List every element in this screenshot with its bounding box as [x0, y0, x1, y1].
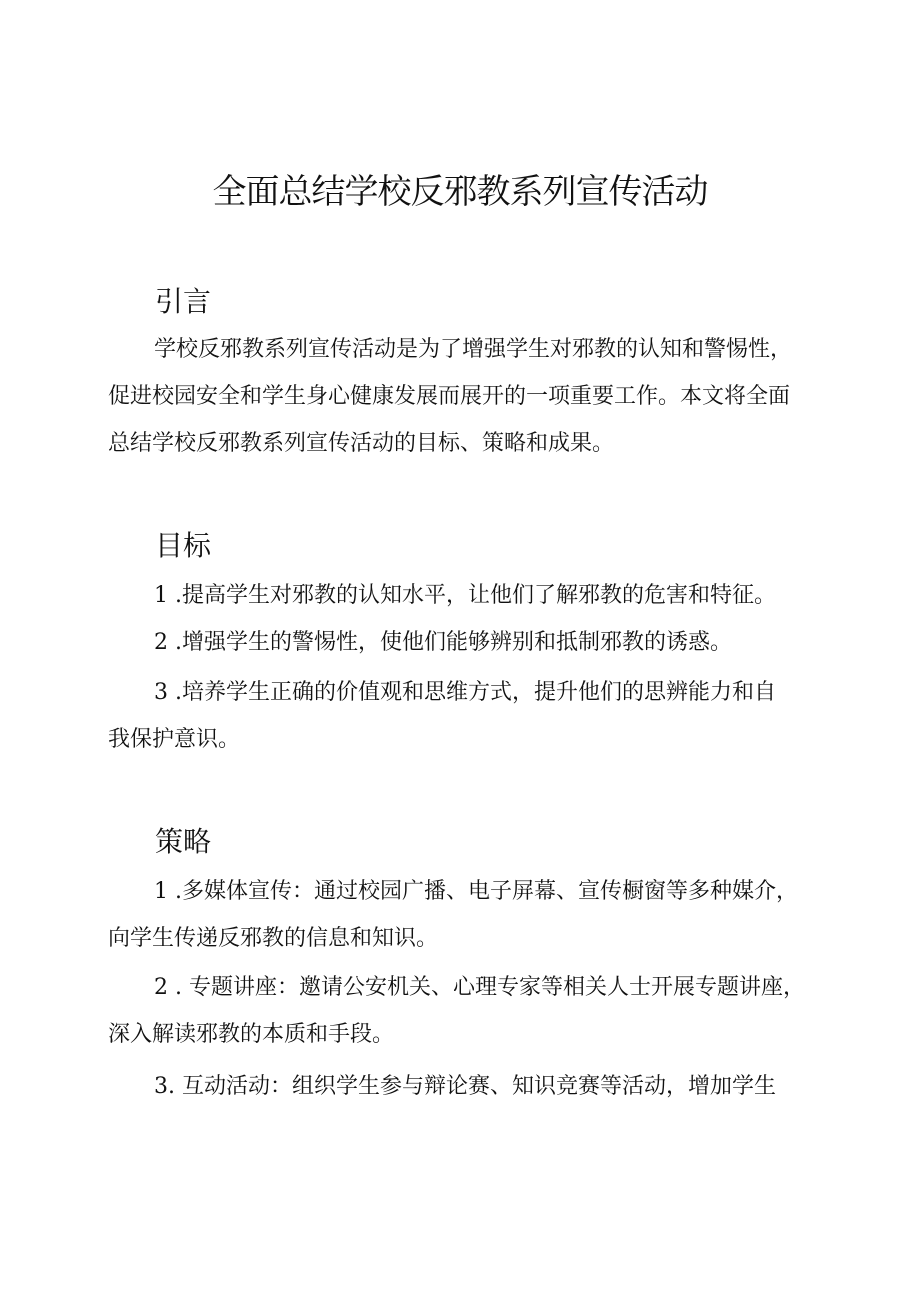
- goal-item-2: [108, 619, 838, 666]
- strategy-item-3: [108, 1063, 838, 1110]
- intro-paragraph: [108, 326, 838, 467]
- paragraph-line: 深入解读邪教的本质和手段。: [108, 1022, 395, 1047]
- paragraph-line: 2 . 专题讲座：邀请公安机关、心理专家等相关人士开展专题讲座，: [154, 975, 805, 1000]
- strategy-item-1: [108, 868, 838, 962]
- paragraph-line: 3. 互动活动：组织学生参与辩论赛、知识竞赛等活动，增加学生: [154, 1074, 776, 1099]
- paragraph-line: 1 .提高学生对邪教的认知水平，让他们了解邪教的危害和特征。: [154, 583, 776, 608]
- paragraph-line: 1 .多媒体宣传：通过校园广播、电子屏幕、宣传橱窗等多种媒介，: [154, 879, 798, 904]
- paragraph-line: 向学生传递反邪教的信息和知识。: [108, 926, 439, 951]
- paragraph-line: 我保护意识。: [108, 727, 241, 752]
- goal-item-1: [108, 572, 838, 619]
- paragraph-line: 2 .增强学生的警惕性，使他们能够辨别和抵制邪教的诱惑。: [154, 630, 732, 655]
- section-heading-strategy: 策略: [155, 825, 212, 858]
- paragraph-line: 总结学校反邪教系列宣传活动的目标、策略和成果。: [108, 431, 615, 456]
- paragraph-line: 学校反邪教系列宣传活动是为了增强学生对邪教的认知和警惕性，: [154, 337, 793, 362]
- paragraph-line: 促进校园安全和学生身心健康发展而展开的一项重要工作。本文将全面: [108, 384, 791, 409]
- goal-item-3: [108, 669, 838, 763]
- section-heading-goals: 目标: [155, 529, 212, 562]
- strategy-item-2: [108, 964, 838, 1058]
- document-title: 全面总结学校反邪教系列宣传活动: [212, 172, 708, 212]
- paragraph-line: 3 .培养学生正确的价值观和思维方式，提升他们的思辨能力和自: [154, 680, 776, 705]
- section-heading-intro: 引言: [155, 285, 212, 318]
